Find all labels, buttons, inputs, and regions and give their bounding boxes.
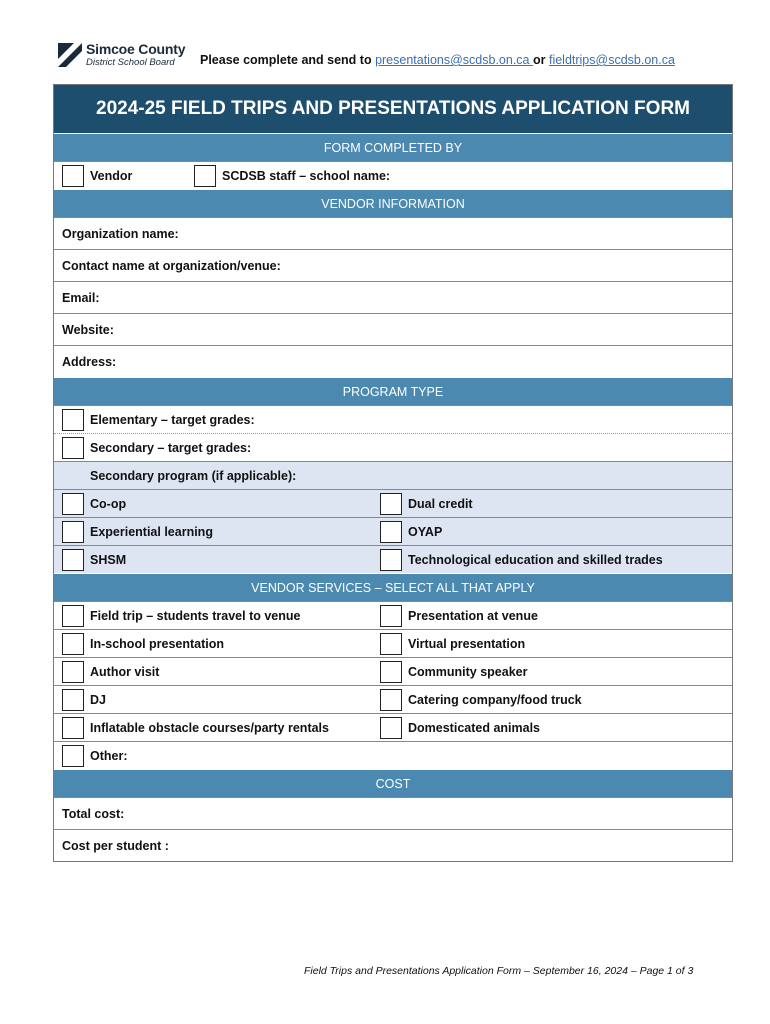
- dual-credit-label: Dual credit: [408, 496, 473, 511]
- inflatable-label: Inflatable obstacle courses/party rentals: [90, 720, 329, 735]
- program-option-row: [54, 517, 732, 545]
- tech-education-checkbox[interactable]: [380, 549, 402, 571]
- email-field[interactable]: Email:: [54, 281, 732, 313]
- secondary-program-label: Secondary program (if applicable):: [90, 468, 297, 483]
- address-field[interactable]: Address:: [54, 345, 732, 377]
- total-cost-field[interactable]: Total cost:: [54, 797, 732, 829]
- program-option-row: [54, 545, 732, 573]
- in-school-presentation-checkbox[interactable]: [62, 633, 84, 655]
- fieldtrips-email-link[interactable]: fieldtrips@scdsb.on.ca: [548, 53, 675, 67]
- community-speaker-label: Community speaker: [408, 664, 528, 679]
- author-visit-checkbox[interactable]: [62, 661, 84, 683]
- experiential-learning-label: Experiential learning: [90, 524, 213, 539]
- service-option-row: [54, 601, 732, 629]
- program-option-row: [54, 489, 732, 517]
- staff-checkbox[interactable]: [194, 165, 216, 187]
- logo-title: Simcoe County: [86, 41, 186, 57]
- shsm-label: SHSM: [90, 552, 127, 567]
- section-cost: COST: [54, 769, 732, 797]
- contact-name-field[interactable]: Contact name at organization/venue:: [54, 249, 732, 281]
- section-program-type: PROGRAM TYPE: [54, 377, 732, 405]
- in-school-presentation-label: In-school presentation: [90, 636, 225, 651]
- presentation-at-venue-checkbox[interactable]: [380, 605, 402, 627]
- service-option-row: [54, 685, 732, 713]
- community-speaker-checkbox[interactable]: [380, 661, 402, 683]
- logo-subtitle: District School Board: [86, 57, 175, 68]
- submission-instructions: [200, 53, 675, 67]
- elementary-checkbox[interactable]: [62, 409, 84, 431]
- coop-checkbox[interactable]: [62, 493, 84, 515]
- service-option-row: [54, 657, 732, 685]
- vendor-label: Vendor: [90, 168, 133, 183]
- scdsb-logo: [58, 41, 188, 71]
- presentations-email-link[interactable]: presentations@scdsb.on.ca: [375, 53, 533, 67]
- field-trip-label: Field trip – students travel to venue: [90, 608, 301, 623]
- catering-label: Catering company/food truck: [408, 692, 582, 707]
- vendor-checkbox[interactable]: [62, 165, 84, 187]
- service-option-row: [54, 713, 732, 741]
- section-vendor-services: VENDOR SERVICES – SELECT ALL THAT APPLY: [54, 573, 732, 601]
- presentation-at-venue-label: Presentation at venue: [408, 608, 538, 623]
- elementary-label: Elementary – target grades:: [90, 412, 255, 427]
- other-checkbox[interactable]: [62, 745, 84, 767]
- secondary-label: Secondary – target grades:: [90, 440, 252, 455]
- logo-mark-icon: [58, 43, 82, 67]
- inflatable-checkbox[interactable]: [62, 717, 84, 739]
- application-form: [53, 84, 733, 862]
- completed-by-row: [54, 161, 732, 189]
- tech-education-label: Technological education and skilled trades: [408, 552, 663, 567]
- oyap-label: OYAP: [408, 524, 443, 539]
- secondary-program-heading-row: [54, 461, 732, 489]
- form-title: 2024-25 FIELD TRIPS AND PRESENTATIONS APPLICATION FORM: [54, 85, 732, 133]
- page-footer: Field Trips and Presentations Application Form – September 16, 2024 – Page 1 of 3: [304, 965, 694, 977]
- domesticated-animals-label: Domesticated animals: [408, 720, 540, 735]
- dual-credit-checkbox[interactable]: [380, 493, 402, 515]
- instructions-connector: or: [532, 53, 549, 67]
- service-option-row: [54, 629, 732, 657]
- experiential-learning-checkbox[interactable]: [62, 521, 84, 543]
- other-label: Other:: [90, 748, 128, 763]
- oyap-checkbox[interactable]: [380, 521, 402, 543]
- domesticated-animals-checkbox[interactable]: [380, 717, 402, 739]
- dj-label: DJ: [90, 692, 106, 707]
- other-service-row: [54, 741, 732, 769]
- catering-checkbox[interactable]: [380, 689, 402, 711]
- author-visit-label: Author visit: [90, 664, 160, 679]
- virtual-presentation-checkbox[interactable]: [380, 633, 402, 655]
- field-trip-checkbox[interactable]: [62, 605, 84, 627]
- cost-per-student-field[interactable]: Cost per student :: [54, 829, 732, 861]
- section-form-completed-by: FORM COMPLETED BY: [54, 133, 732, 161]
- shsm-checkbox[interactable]: [62, 549, 84, 571]
- secondary-checkbox[interactable]: [62, 437, 84, 459]
- secondary-row: [54, 433, 732, 461]
- virtual-presentation-label: Virtual presentation: [408, 636, 526, 651]
- coop-label: Co-op: [90, 496, 127, 511]
- instructions-text: Please complete and send to: [200, 53, 376, 67]
- dj-checkbox[interactable]: [62, 689, 84, 711]
- website-field[interactable]: Website:: [54, 313, 732, 345]
- section-vendor-information: VENDOR INFORMATION: [54, 189, 732, 217]
- organization-name-field[interactable]: Organization name:: [54, 217, 732, 249]
- elementary-row: [54, 405, 732, 433]
- staff-label: SCDSB staff – school name:: [222, 168, 391, 183]
